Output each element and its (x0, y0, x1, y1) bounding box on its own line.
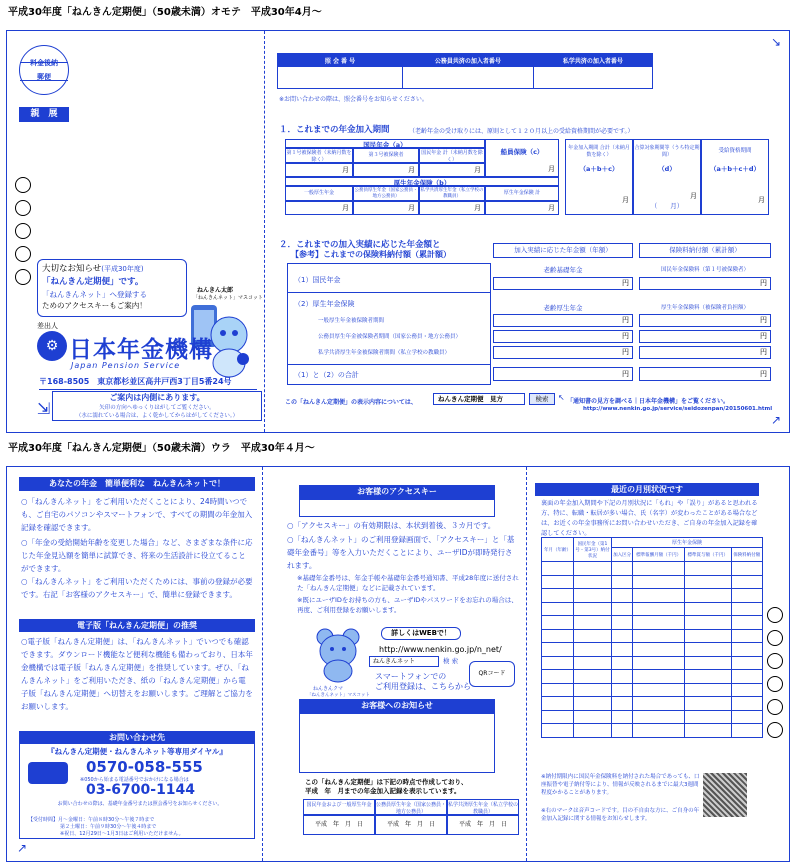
monthly-cell (612, 589, 633, 603)
punch-hole (15, 246, 31, 262)
monthly-cell (542, 683, 574, 697)
col-jukyu (701, 139, 769, 215)
total-formula: （a＋b＋c） (579, 165, 619, 173)
monthly-cell (633, 656, 685, 670)
monthly-row (542, 562, 763, 576)
monthly-cell (684, 724, 731, 738)
punch-hole (767, 653, 783, 669)
foot-note-1: ※納付期限内に国民年金保険料を納付された場合であっても、口座振替や電子納付等により、情報が反映されるまでに最大3週間程度かかることがあります。 (541, 774, 700, 796)
phone-secondary[interactable]: 03-6700-1144 (86, 782, 196, 798)
foot-note-2: ※右のマークは音声コードです。目の不自由な方に、ご自身の年金加入記録に関する情報をお知らせします。 (541, 808, 700, 822)
col-shoyo: 標準賞与額（千円） (684, 548, 731, 562)
notice-title: お客様へのお知らせ (299, 699, 495, 713)
monthly-cell (574, 629, 612, 643)
notice-line4: ためのアクセスキーもご案内！ (42, 301, 147, 310)
monthly-cell (612, 562, 633, 576)
paid-header-label: 保険料納付額（累計額） (669, 246, 741, 254)
back-col-2 (263, 467, 527, 861)
access-item-1: ○「アクセスキー」の有効期限は、本状到着後、３カ月です。 (287, 521, 496, 530)
monthly-row (542, 697, 763, 711)
peel-arrow-icon: ↗ (17, 841, 28, 855)
amount-cell (493, 346, 633, 359)
godo-d: （d） (658, 165, 676, 173)
cell (353, 201, 419, 215)
monthly-row (542, 589, 763, 603)
access-item-3: ※基礎年金番号は、年金手帳や基礎年金番号通知書、平成28年度に送付された「ねんきん定期便」などに記載されています。 (297, 574, 519, 592)
access-item-4: ※既にユーザIDをお持ちの方も、ユーザIDやパスワードをお忘れの場合は、再度、ご利用登録をお願いします。 (297, 596, 518, 614)
bear-name: ねんきんクマ (313, 686, 344, 692)
notice-line2: 「ねんきん定期便」です。 (42, 277, 144, 287)
monthly-cell (684, 683, 731, 697)
section-1-note: （老齢年金の受け取りには、原則として１２０月以上の受給資格期間が必要です。） (409, 128, 634, 135)
punch-hole (15, 200, 31, 216)
amount-header-label: 加入実績に応じた年金額（年額） (514, 246, 612, 254)
col-kosei-1 (285, 186, 353, 201)
net-title: あなたの年金 簡単便利な ねんきんネットで！ (19, 477, 255, 491)
monthly-cell (612, 575, 633, 589)
unit: 円 (760, 370, 767, 378)
col-kosei-total (485, 186, 559, 201)
kosei-header-label: 厚生年金保険（b） (393, 179, 451, 187)
paid-cell (639, 314, 771, 327)
amount-cell (493, 277, 633, 290)
godo-label: 合算対象期間等（うち特定期間） (634, 145, 700, 158)
access-key-box (299, 499, 495, 517)
search-suffix: 「通知書の見方を調べる｜日本年金機構」をご覧ください。 (567, 398, 730, 405)
paid-cells (639, 263, 771, 385)
monthly-row (542, 724, 763, 738)
notice-line1: 大切なお知らせ (42, 264, 102, 274)
amount-header (493, 243, 633, 258)
monthly-cell (633, 683, 685, 697)
cell (419, 163, 485, 177)
important-notice-bubble (37, 259, 187, 317)
monthly-cell (612, 602, 633, 616)
punch-hole (767, 676, 783, 692)
monthly-cell (684, 643, 731, 657)
col-senin (485, 139, 559, 177)
guide-line3: （水に濡れている場合は、よく乾かしてからはがしてください。） (75, 413, 239, 419)
voice-code-icon (703, 773, 747, 817)
monthly-cell (612, 616, 633, 630)
electronic-title: 電子版「ねんきん定期便」の推奨 (19, 619, 255, 632)
unit: 円 (760, 348, 767, 356)
monthly-cell (574, 575, 612, 589)
inquiry-number-table (277, 53, 653, 89)
jukyu-formula: （a＋b＋c＋d） (709, 165, 761, 173)
front-left-panel (7, 31, 265, 432)
smartphone-text-2: ご利用登録は、こちらから (375, 682, 471, 691)
col-month: 年月（年齢） (542, 538, 574, 562)
paren-month: （ 月） (650, 202, 684, 210)
smartphone-text-1: スマートフォンでの (375, 672, 447, 681)
monthly-cell (612, 724, 633, 738)
monthly-table (541, 537, 763, 738)
unit: 月 (548, 165, 555, 173)
date-col-1: 国民年金および一般厚生年金 (303, 799, 375, 815)
col-kosei-3 (419, 186, 485, 201)
punch-hole (767, 699, 783, 715)
date-val-2: 平成 年 月 日 (375, 815, 447, 835)
monthly-row (542, 602, 763, 616)
rokei-kiso-label: 老齢基礎年金 (543, 266, 583, 274)
unit: 月 (690, 192, 697, 200)
net-item-3: ○「ねんきんネット」をご利用いただくためには、事前の登録が必要です。右記「お客様のアクセスキー」で、簡単に登録できます。 (21, 577, 253, 599)
col-kosei-3-label: 私学共済厚生年金（私立学校の教職員） (420, 188, 484, 199)
monthly-cell (542, 562, 574, 576)
monthly-cell (542, 575, 574, 589)
monthly-cell (574, 643, 612, 657)
header-inquiry-number: 照 会 番 号 (278, 54, 403, 67)
divider (288, 292, 490, 293)
monthly-cell (731, 629, 762, 643)
row-kokumin: （1）国民年金 (294, 276, 341, 284)
monthly-cell (612, 670, 633, 684)
contact-box (19, 731, 255, 839)
front-page (6, 30, 790, 433)
monthly-text: 裏面の年金加入期間や下記の月別状況に「もれ」や「誤り」があると思われる方、特に、転職・転居が多い場合、氏（名字）が変わったことがある場合などは、お近くの年金事務所にお問い合わせいただき、ご自身の年金加入記録を確認してください。 (541, 500, 758, 537)
back-col-3 (527, 467, 789, 861)
monthly-cell (633, 629, 685, 643)
search-prefix: この「ねんきん定期便」の表示内容については、 (285, 399, 417, 406)
sub-row-2: 公務員厚生年金被保険者期間（国家公務員・地方公務員） (318, 334, 462, 340)
unit: 円 (622, 279, 629, 287)
total-label: 年金加入期間 合計（未納月数を除く） (568, 145, 630, 158)
notice-year: (平成30年度) (101, 265, 144, 273)
monthly-cell (633, 602, 685, 616)
punch-hole (767, 607, 783, 623)
mascot-subtitle: 「ねんきんネット」マスコット (193, 295, 263, 301)
inquiry-table-wrap (277, 53, 653, 89)
col-group-kosei: 厚生年金保険 (612, 538, 763, 548)
col-hoshu: 標準報酬月額（千円） (633, 548, 685, 562)
created-date-table (303, 799, 519, 837)
hours-2: 第２土曜日：午前９時30分～午後４時まで (60, 824, 157, 830)
notice-line-1: この「ねんきん定期便」は下記の時点で作成しており、 (305, 778, 468, 786)
col-kubun: 加入区分 (612, 548, 633, 562)
cell (285, 163, 353, 177)
monthly-cell (542, 602, 574, 616)
back-caption: 平成30年度「ねんきん定期便」（50歳未満）ウラ 平成30年４月～ (8, 443, 315, 454)
monthly-cell (542, 656, 574, 670)
amount-left-box (287, 263, 491, 385)
monthly-cell (684, 710, 731, 724)
notice-line3: 「ねんきんネット」へ登録する (42, 290, 147, 299)
sender-label: 差出人 (37, 322, 58, 330)
unit: 円 (760, 316, 767, 324)
unit: 月 (622, 196, 629, 204)
web-url[interactable]: http://www.nenkin.go.jp/n_net/ (379, 645, 502, 654)
monthly-cell (574, 670, 612, 684)
monthly-cell (542, 670, 574, 684)
col-kosei-1-label: 一般厚生年金 (303, 190, 334, 196)
unit: 月 (342, 166, 349, 174)
amount-cells (493, 263, 633, 385)
rokei-kosei-label: 老齢厚生年金 (543, 304, 583, 312)
kokumin-header (285, 139, 485, 148)
header-private-school: 私学共済の加入者番号 (533, 54, 652, 67)
stamp-line-2: 郵便 (37, 73, 51, 81)
section-2-title: ２．これまでの加入実績に応じた年金額と (279, 240, 441, 250)
monthly-cell (574, 562, 612, 576)
monthly-row (542, 683, 763, 697)
monthly-cell (731, 656, 762, 670)
col-paid: 保険料納付額 (731, 548, 762, 562)
monthly-cell (542, 629, 574, 643)
monthly-cell (633, 562, 685, 576)
monthly-cell (731, 643, 762, 657)
unit: 円 (622, 348, 629, 356)
guide-line1: ご案内は内側にあります。 (109, 393, 205, 402)
monthly-table-wrap (541, 537, 763, 738)
search-button[interactable]: 検索 (529, 393, 555, 405)
back-page (6, 466, 790, 862)
access-item-2: ○「ねんきんネット」のご利用登録画面で、「アクセスキー」と「基礎年金番号」等を入力いただくことにより、ユーザIDが即時発行されます。 (287, 535, 515, 570)
monthly-cell (684, 616, 731, 630)
access-title: お客様のアクセスキー (299, 485, 495, 499)
monthly-cell (574, 602, 612, 616)
col-kokumin-status: 国民年金（第1号・第3号）納付状況 (574, 538, 612, 562)
monthly-cell (633, 697, 685, 711)
unit: 円 (622, 370, 629, 378)
unit: 月 (474, 204, 481, 212)
mascot-name: ねんきん太郎 (197, 287, 234, 294)
net-search-box[interactable]: ねんきんネット (369, 656, 439, 667)
guide-box (52, 391, 262, 421)
col-kokumin-total-label: 国民年金 計（未納月数を除く） (421, 150, 483, 163)
notice-line-2: 平成 年 月までの年金加入記録を表示しています。 (305, 787, 461, 795)
org-english: Japan Pension Service (71, 361, 181, 370)
dial-title: 『ねんきん定期便・ねんきんネット等専用ダイヤル』 (47, 747, 227, 756)
reference-url[interactable]: http://www.nenkin.go.jp/service/seidozenpan/20150601.html (583, 406, 773, 412)
web-bubble: 詳しくはWEBで！ (381, 627, 461, 640)
confidential-badge: 親 展 (19, 107, 69, 122)
monthly-cell (574, 589, 612, 603)
date-col-3: 私学共済厚生年金（私立学校の教職員） (447, 799, 519, 815)
monthly-cell (574, 683, 612, 697)
monthly-row (542, 643, 763, 657)
monthly-row (542, 656, 763, 670)
punch-hole (15, 269, 31, 285)
paid-header (639, 243, 771, 258)
peel-arrow-icon: ⇲ (37, 399, 51, 418)
monthly-cell (633, 589, 685, 603)
date-col-2: 公務員厚生年金（国家公務員・地方公務員） (375, 799, 447, 815)
unit: 円 (622, 332, 629, 340)
monthly-cell (731, 602, 762, 616)
hours-1: 【受付時間】月～金曜日：午前８時30分～午後７時まで (28, 817, 155, 823)
peel-arrow-icon: ↘ (771, 35, 782, 49)
monthly-cell (731, 710, 762, 724)
col-kosei-2 (353, 186, 419, 201)
monthly-cell (612, 697, 633, 711)
col-kokumin-3 (353, 148, 419, 163)
col-kokumin-total (419, 148, 485, 163)
monthly-cell (731, 697, 762, 711)
phone-note-2: お問い合わせの際は、基礎年金番号または照会番号をお知らせください。 (57, 801, 223, 807)
qr-code[interactable]: QRコード (469, 661, 515, 687)
monthly-cell (633, 575, 685, 589)
unit: 円 (760, 332, 767, 340)
paid-cell (639, 346, 771, 359)
unit: 月 (474, 166, 481, 174)
col-kosei-total-label: 厚生年金保険 計 (503, 190, 541, 196)
monthly-cell (633, 710, 685, 724)
row-total: （1）と（2）の合計 (294, 371, 359, 379)
punch-hole (15, 223, 31, 239)
bear-subtitle: 「ねんきんネット」マスコット (307, 693, 370, 698)
monthly-cell (542, 643, 574, 657)
monthly-cell (684, 656, 731, 670)
monthly-cell (542, 589, 574, 603)
monthly-cell (684, 562, 731, 576)
guide-line2: 矢印の方向へゆっくりはがしてご覧ください。 (99, 405, 215, 411)
monthly-cell (633, 643, 685, 657)
col-godo (633, 139, 701, 215)
punch-hole (15, 177, 31, 193)
header-civil-servant: 公務員共済の加入者番号 (403, 54, 534, 67)
monthly-cell (612, 643, 633, 657)
date-val-3: 平成 年 月 日 (447, 815, 519, 835)
kosei-header (285, 177, 559, 186)
divider (39, 389, 257, 390)
phone-primary[interactable]: 0570-058-555 (86, 758, 203, 776)
monthly-row (542, 629, 763, 643)
electronic-text: ○電子版「ねんきん定期便」は、「ねんきんネット」でいつでも確認できます。ダウンロード機能など便利な機能も備わっており、日本年金機構では電子版「ねんきん定期便」を推奨しています。ぜひ、「ねんきんネット」をご利用いただき、紙の「ねんきん定期便」から電子版「ねんきん定期便」へ切替えをお願いします。ご理解とご協力をお願いします。 (21, 637, 253, 711)
cell (419, 201, 485, 215)
monthly-cell (731, 670, 762, 684)
monthly-cell (731, 683, 762, 697)
divider (288, 364, 490, 365)
monthly-cell (684, 575, 731, 589)
amount-cell (493, 314, 633, 327)
monthly-row (542, 710, 763, 724)
sub-row-3: 私学共済厚生年金被保険者期間（私立学校の教職員） (318, 350, 451, 356)
col-kokumin-3-label: 第３号被保険者 (368, 152, 404, 158)
monthly-cell (542, 710, 574, 724)
monthly-cell (731, 616, 762, 630)
punch-hole (767, 630, 783, 646)
punch-hole (767, 722, 783, 738)
monthly-cell (731, 589, 762, 603)
monthly-cell (633, 670, 685, 684)
monthly-cell (684, 602, 731, 616)
monthly-cell (731, 724, 762, 738)
unit: 月 (758, 196, 765, 204)
date-val-1: 平成 年 月 日 (303, 815, 375, 835)
monthly-cell (612, 683, 633, 697)
peel-arrow-icon: ↗ (771, 413, 782, 427)
jps-logo-icon: ⚙ (37, 331, 67, 361)
amount-cell (493, 330, 633, 343)
paid-cell (639, 330, 771, 343)
amount-cell (493, 367, 633, 381)
monthly-cell (633, 724, 685, 738)
unit: 円 (622, 316, 629, 324)
sender-address: 〒168-8505 東京都杉並区高井戸西3丁目5番24号 (39, 377, 232, 386)
jukyu-label: 受給資格期間 (718, 148, 752, 154)
net-item-2: ○「年金の受給開始年齢を変更した場合」など、さまざまな条件に応じた年金見込額を簡単に試算でき、将来の生活設計に役立てることができます。 (21, 538, 253, 573)
monthly-cell (542, 724, 574, 738)
senin-label: 船員保険（c） (500, 148, 544, 156)
col-kokumin-1 (285, 148, 353, 163)
paid-cell (639, 277, 771, 290)
section-2-title2: 【参考】これまでの保険料納付額（累計額） (291, 250, 451, 259)
monthly-title: 最近の月別状況です (535, 483, 759, 496)
col-total (565, 139, 633, 215)
contact-title: お問い合わせ先 (20, 732, 254, 744)
monthly-cell (612, 710, 633, 724)
monthly-cell (684, 670, 731, 684)
unit: 月 (408, 204, 415, 212)
net-search-button[interactable]: 検 索 (443, 657, 459, 665)
stamp-line-1: 料金後納 (30, 59, 58, 67)
unit: 月 (342, 204, 349, 212)
row-kosei: （2）厚生年金保険 (294, 300, 355, 308)
net-item-1: ○「ねんきんネット」をご利用いただくことにより、24時間いつでも、ご自宅のパソコンやスマートフォンで、すべての期間の年金加入記録を確認できます。 (21, 497, 253, 532)
monthly-cell (574, 656, 612, 670)
col-kokumin-1-label: 第１号被保険者（未納月数を除く） (286, 150, 352, 163)
period-table (285, 139, 769, 227)
navi-dial-icon (28, 762, 68, 784)
monthly-cell (542, 697, 574, 711)
monthly-cell (612, 656, 633, 670)
postage-stamp (19, 45, 69, 95)
monthly-cell (542, 616, 574, 630)
monthly-cell (684, 589, 731, 603)
monthly-cell (633, 616, 685, 630)
org-name: 日本年金機構 (69, 337, 213, 363)
monthly-cell (684, 697, 731, 711)
col-kosei-2-label: 公務員厚生年金（国家公務員・地方公務員） (354, 188, 418, 199)
monthly-row (542, 616, 763, 630)
unit: 月 (548, 204, 555, 212)
monthly-row (542, 670, 763, 684)
monthly-cell (731, 562, 762, 576)
monthly-row (542, 575, 763, 589)
unit: 円 (760, 279, 767, 287)
hours-3: ※祝日、12月29日～1月3日はご利用いただけません。 (60, 831, 184, 837)
search-box[interactable]: ねんきん定期便 見方 (433, 393, 525, 405)
bear-mascot-illustration (313, 627, 363, 683)
cursor-icon: ↖ (558, 393, 565, 402)
notice-box (299, 713, 495, 773)
monthly-cell (574, 710, 612, 724)
monthly-cell (574, 724, 612, 738)
unit: 月 (408, 166, 415, 174)
section-1-title: １．これまでの年金加入期間 (279, 125, 390, 135)
monthly-cell (574, 616, 612, 630)
monthly-cell (612, 629, 633, 643)
kokumin-paid-label: 国民年金保険料（第１号被保険者） (660, 267, 749, 273)
cell (485, 201, 559, 215)
back-col-1 (7, 467, 263, 861)
paid-cell (639, 367, 771, 381)
kokumin-header-label: 国民年金（a） (363, 141, 407, 149)
monthly-cell (731, 575, 762, 589)
kosei-paid-label: 厚生年金保険料（被保険者負担額） (660, 305, 749, 311)
front-caption: 平成30年度「ねんきん定期便」（50歳未満）オモテ 平成30年4月～ (8, 7, 322, 18)
sub-row-1: 一般厚生年金被保険者期間 (318, 318, 385, 324)
cell (353, 163, 419, 177)
monthly-cell (574, 697, 612, 711)
cell (285, 201, 353, 215)
inquiry-note: ※お問い合わせの際は、照会番号をお知らせください。 (279, 96, 428, 103)
phone-note-1: ※050から始まる電話番号でおかけになる場合は (80, 777, 189, 783)
monthly-cell (684, 629, 731, 643)
